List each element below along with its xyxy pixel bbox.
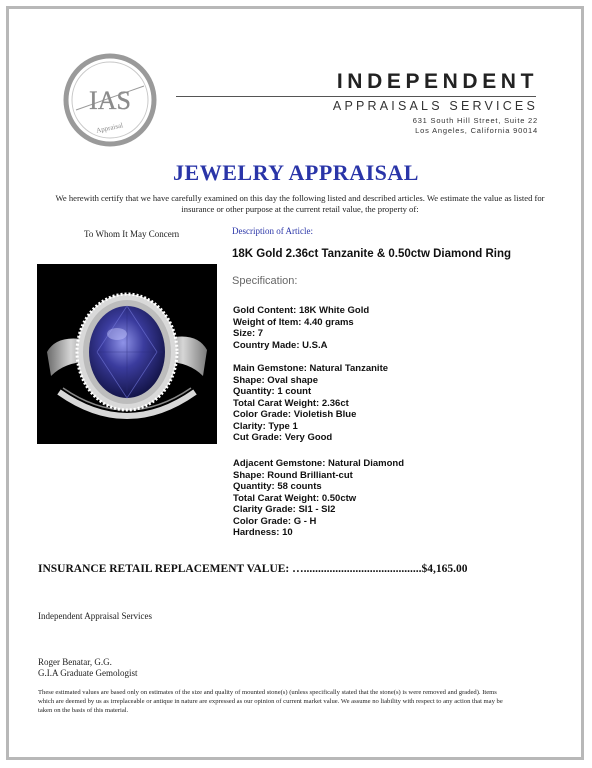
insurance-value: INSURANCE RETAIL REPLACEMENT VALUE: ….........................................$4,165.00 <box>38 563 468 575</box>
ias-seal-logo-icon <box>62 52 158 148</box>
spec-general <box>233 305 369 351</box>
article-title: 18K Gold 2.36ct Tanzanite & 0.50ctw Diamond Ring <box>232 248 512 260</box>
appraiser-signature-block <box>38 657 137 679</box>
spec-line: Size: 7 <box>233 328 264 339</box>
appraiser-title: G.I.A Graduate Gemologist <box>38 668 138 678</box>
spec-adjacent-gemstone <box>233 458 404 539</box>
spec-line: Color Grade: G - H <box>233 515 317 527</box>
description-label: Description of Article: <box>232 226 313 236</box>
property-owner: To Whom It May Concern <box>84 229 180 239</box>
specification-label: Specification: <box>232 275 298 287</box>
spec-line: Country Made: U.S.A <box>233 339 328 351</box>
header-rule <box>176 96 536 97</box>
spec-line: Color Grade: Violetish Blue <box>233 409 357 420</box>
spec-line: Cut Grade: Very Good <box>233 432 333 443</box>
company-subtitle: APPRAISALS SERVICES <box>332 99 538 113</box>
address-line-2: Los Angeles, California 90014 <box>415 126 538 135</box>
certification-intro: We herewith certify that we have carefully examined on this day the following listed and described articles. We estimate the value as listed for insurance or other purpose at the current retail value, the property of: <box>55 193 545 214</box>
spec-line: Adjacent Gemstone: Natural Diamond <box>233 458 405 469</box>
logo-subtext: Appraisal <box>95 121 124 135</box>
company-name: INDEPENDENT <box>336 70 538 93</box>
tanzanite-ring-photo-icon <box>37 264 217 444</box>
spec-line: Main Gemstone: Natural Tanzanite <box>233 363 389 374</box>
spec-line: Quantity: 58 counts <box>233 481 322 492</box>
spec-line: Clarity: Type 1 <box>233 420 298 432</box>
appraiser-name: Roger Benatar, G.G. <box>38 657 112 667</box>
spec-main-gemstone <box>233 363 388 444</box>
spec-line: Clarity Grade: SI1 - SI2 <box>233 504 336 515</box>
ring-photo <box>37 264 217 444</box>
spec-line: Hardness: 10 <box>233 527 293 538</box>
footer-company: Independent Appraisal Services <box>38 611 152 621</box>
disclaimer: These estimated values are based only on estimates of the size and quality of mounted stone(s) (unless specifically stated that the stone(s) is were removed and graded). Items which are deemed by us as irreplaceable or antique in nature are expressed as our opinion of current market value. We assume no liability with respect to any action that may be taken on the basis of this material. <box>38 689 503 714</box>
address-line-1: 631 South Hill Street, Suite 22 <box>412 116 538 125</box>
spec-line: Total Carat Weight: 2.36ct <box>233 397 349 409</box>
spec-line: Quantity: 1 count <box>233 386 312 397</box>
spec-line: Shape: Oval shape <box>233 374 319 386</box>
spec-line: Shape: Round Brilliant-cut <box>233 469 353 481</box>
spec-line: Gold Content: 18K White Gold <box>233 305 370 316</box>
spec-line: Weight of Item: 4.40 grams <box>233 316 354 328</box>
logo-text: IAS <box>89 86 131 115</box>
document-title: JEWELRY APPRAISAL <box>173 160 419 185</box>
spec-line: Total Carat Weight: 0.50ctw <box>233 492 357 504</box>
